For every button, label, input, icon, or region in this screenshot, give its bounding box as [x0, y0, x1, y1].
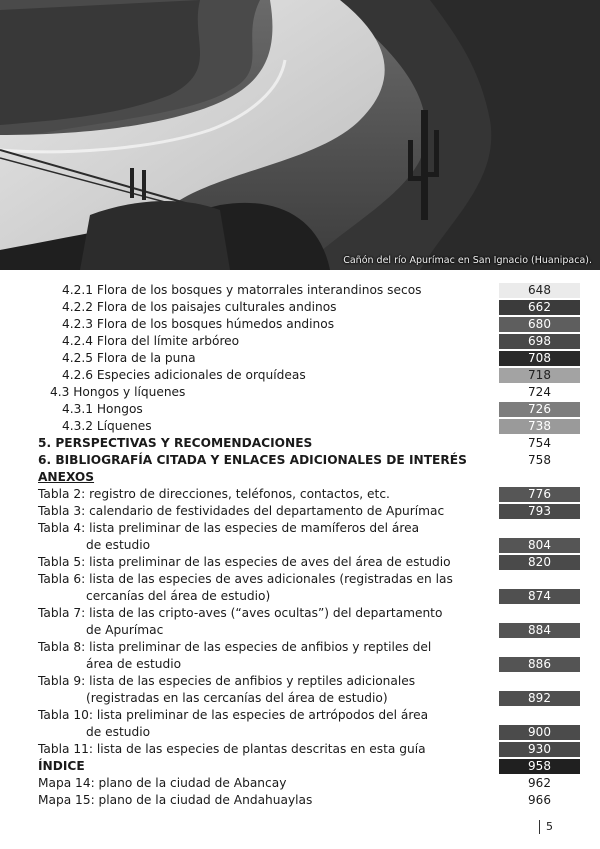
footer-divider: [539, 820, 540, 834]
toc-entry-title: ANEXOS: [38, 470, 95, 484]
toc-entry: [0, 588, 600, 605]
toc-entry: [0, 333, 600, 350]
toc-entry-title: Tabla 2: registro de direcciones, teléfonos, contactos, etc.: [38, 487, 390, 501]
toc-entry-title: Tabla 7: lista de las cripto-aves (“aves ocultas”) del departamento: [38, 606, 443, 620]
toc-entry: [0, 384, 600, 401]
toc-page-number: 758: [528, 453, 551, 467]
header-photo: [0, 0, 600, 270]
toc-entry-title: 4.2.6 Especies adicionales de orquídeas: [62, 368, 306, 382]
toc-entry: [0, 452, 600, 469]
toc-entry: [0, 537, 600, 554]
toc-entry-title: 4.2.3 Flora de los bosques húmedos andinos: [62, 317, 335, 331]
toc-entry: [0, 435, 600, 452]
toc-page-number: 738: [499, 419, 580, 434]
toc-entry: [0, 350, 600, 367]
toc-page-number: 698: [499, 334, 580, 349]
toc-entry: [0, 520, 600, 537]
toc-entry-title: Tabla 10: lista preliminar de las especies de artrópodos del área: [38, 708, 429, 722]
toc-page-number: 776: [499, 487, 580, 502]
toc-entry: [0, 316, 600, 333]
toc-entry-title: área de estudio: [86, 657, 182, 671]
toc-entry: [0, 469, 600, 486]
toc-page-number: 930: [499, 742, 580, 757]
toc-entry-title: (registradas en las cercanías del área de estudio): [86, 691, 388, 705]
toc-entry-title: Tabla 3: calendario de festividades del departamento de Apurímac: [38, 504, 445, 518]
toc-page-number: 962: [528, 776, 551, 790]
toc-entry: [0, 605, 600, 622]
toc-entry: [0, 554, 600, 571]
photo-caption: Cañón del río Apurímac en San Ignacio (Huanipaca).: [343, 255, 592, 266]
toc-page-number: 648: [499, 283, 580, 298]
toc-page-number: 754: [528, 436, 551, 450]
toc-entry: [0, 775, 600, 792]
toc-page-number: 793: [499, 504, 580, 519]
toc-entry: [0, 690, 600, 707]
toc-page-number: 958: [499, 759, 580, 774]
toc-entry-title: Tabla 11: lista de las especies de plantas descritas en esta guía: [38, 742, 426, 756]
toc-entry: [0, 503, 600, 520]
toc-page-number: 886: [499, 657, 580, 672]
toc-entry: [0, 282, 600, 299]
toc-page-number: 804: [499, 538, 580, 553]
toc-entry-title: cercanías del área de estudio): [86, 589, 271, 603]
toc-entry-title: Tabla 5: lista preliminar de las especies de aves del área de estudio: [38, 555, 451, 569]
toc-entry-title: 4.3.1 Hongos: [62, 402, 143, 416]
toc-entry-title: de Apurímac: [86, 623, 164, 637]
toc-entry-title: Tabla 6: lista de las especies de aves adicionales (registradas en las: [38, 572, 453, 586]
toc-entry: [0, 401, 600, 418]
toc-page-number: 662: [499, 300, 580, 315]
toc-entry: [0, 299, 600, 316]
toc-page-number: 708: [499, 351, 580, 366]
toc-page-number: 966: [528, 793, 551, 807]
toc-page-number: 718: [499, 368, 580, 383]
toc-entry: [0, 656, 600, 673]
toc-page-number: 900: [499, 725, 580, 740]
toc-entry-title: 4.3 Hongos y líquenes: [50, 385, 186, 399]
toc-entry: [0, 792, 600, 809]
toc-entry-title: 5. PERSPECTIVAS Y RECOMENDACIONES: [38, 436, 313, 450]
toc-entry-title: 4.2.1 Flora de los bosques y matorrales interandinos secos: [62, 283, 422, 297]
toc-entry: [0, 724, 600, 741]
toc-entry: [0, 367, 600, 384]
toc-entry-title: Tabla 9: lista de las especies de anfibios y reptiles adicionales: [38, 674, 416, 688]
toc-entry-title: de estudio: [86, 725, 151, 739]
toc-page-number: 874: [499, 589, 580, 604]
page-number: 5: [546, 820, 553, 833]
toc-entry: [0, 707, 600, 724]
toc-entry-title: Tabla 8: lista preliminar de las especies de anfibios y reptiles del: [38, 640, 432, 654]
toc-entry: [0, 486, 600, 503]
toc-entry-title: de estudio: [86, 538, 151, 552]
toc-entry: [0, 758, 600, 775]
toc-page-number: 892: [499, 691, 580, 706]
toc-entry: [0, 622, 600, 639]
toc-entry: [0, 418, 600, 435]
canyon-photo: [0, 0, 600, 270]
toc-entry: [0, 741, 600, 758]
toc-entry-title: 4.3.2 Líquenes: [62, 419, 152, 433]
toc-entry-title: Tabla 4: lista preliminar de las especies de mamíferos del área: [38, 521, 420, 535]
toc-page-number: 680: [499, 317, 580, 332]
toc-entry-title: Mapa 15: plano de la ciudad de Andahuaylas: [38, 793, 313, 807]
toc-entry-title: Mapa 14: plano de la ciudad de Abancay: [38, 776, 287, 790]
toc-entry-title: ÍNDICE: [38, 759, 85, 773]
toc-entry-title: 4.2.2 Flora de los paisajes culturales andinos: [62, 300, 337, 314]
toc-entry-title: 6. BIBLIOGRAFÍA CITADA Y ENLACES ADICIONALES DE INTERÉS: [38, 453, 467, 467]
toc-page-number: 820: [499, 555, 580, 570]
toc-page-number: 726: [499, 402, 580, 417]
toc-page-number: 724: [528, 385, 551, 399]
toc-entry-title: 4.2.4 Flora del límite arbóreo: [62, 334, 240, 348]
toc-entry: [0, 571, 600, 588]
toc-entry-title: 4.2.5 Flora de la puna: [62, 351, 196, 365]
toc-entry: [0, 673, 600, 690]
toc-entry: [0, 639, 600, 656]
toc-page-number: 884: [499, 623, 580, 638]
